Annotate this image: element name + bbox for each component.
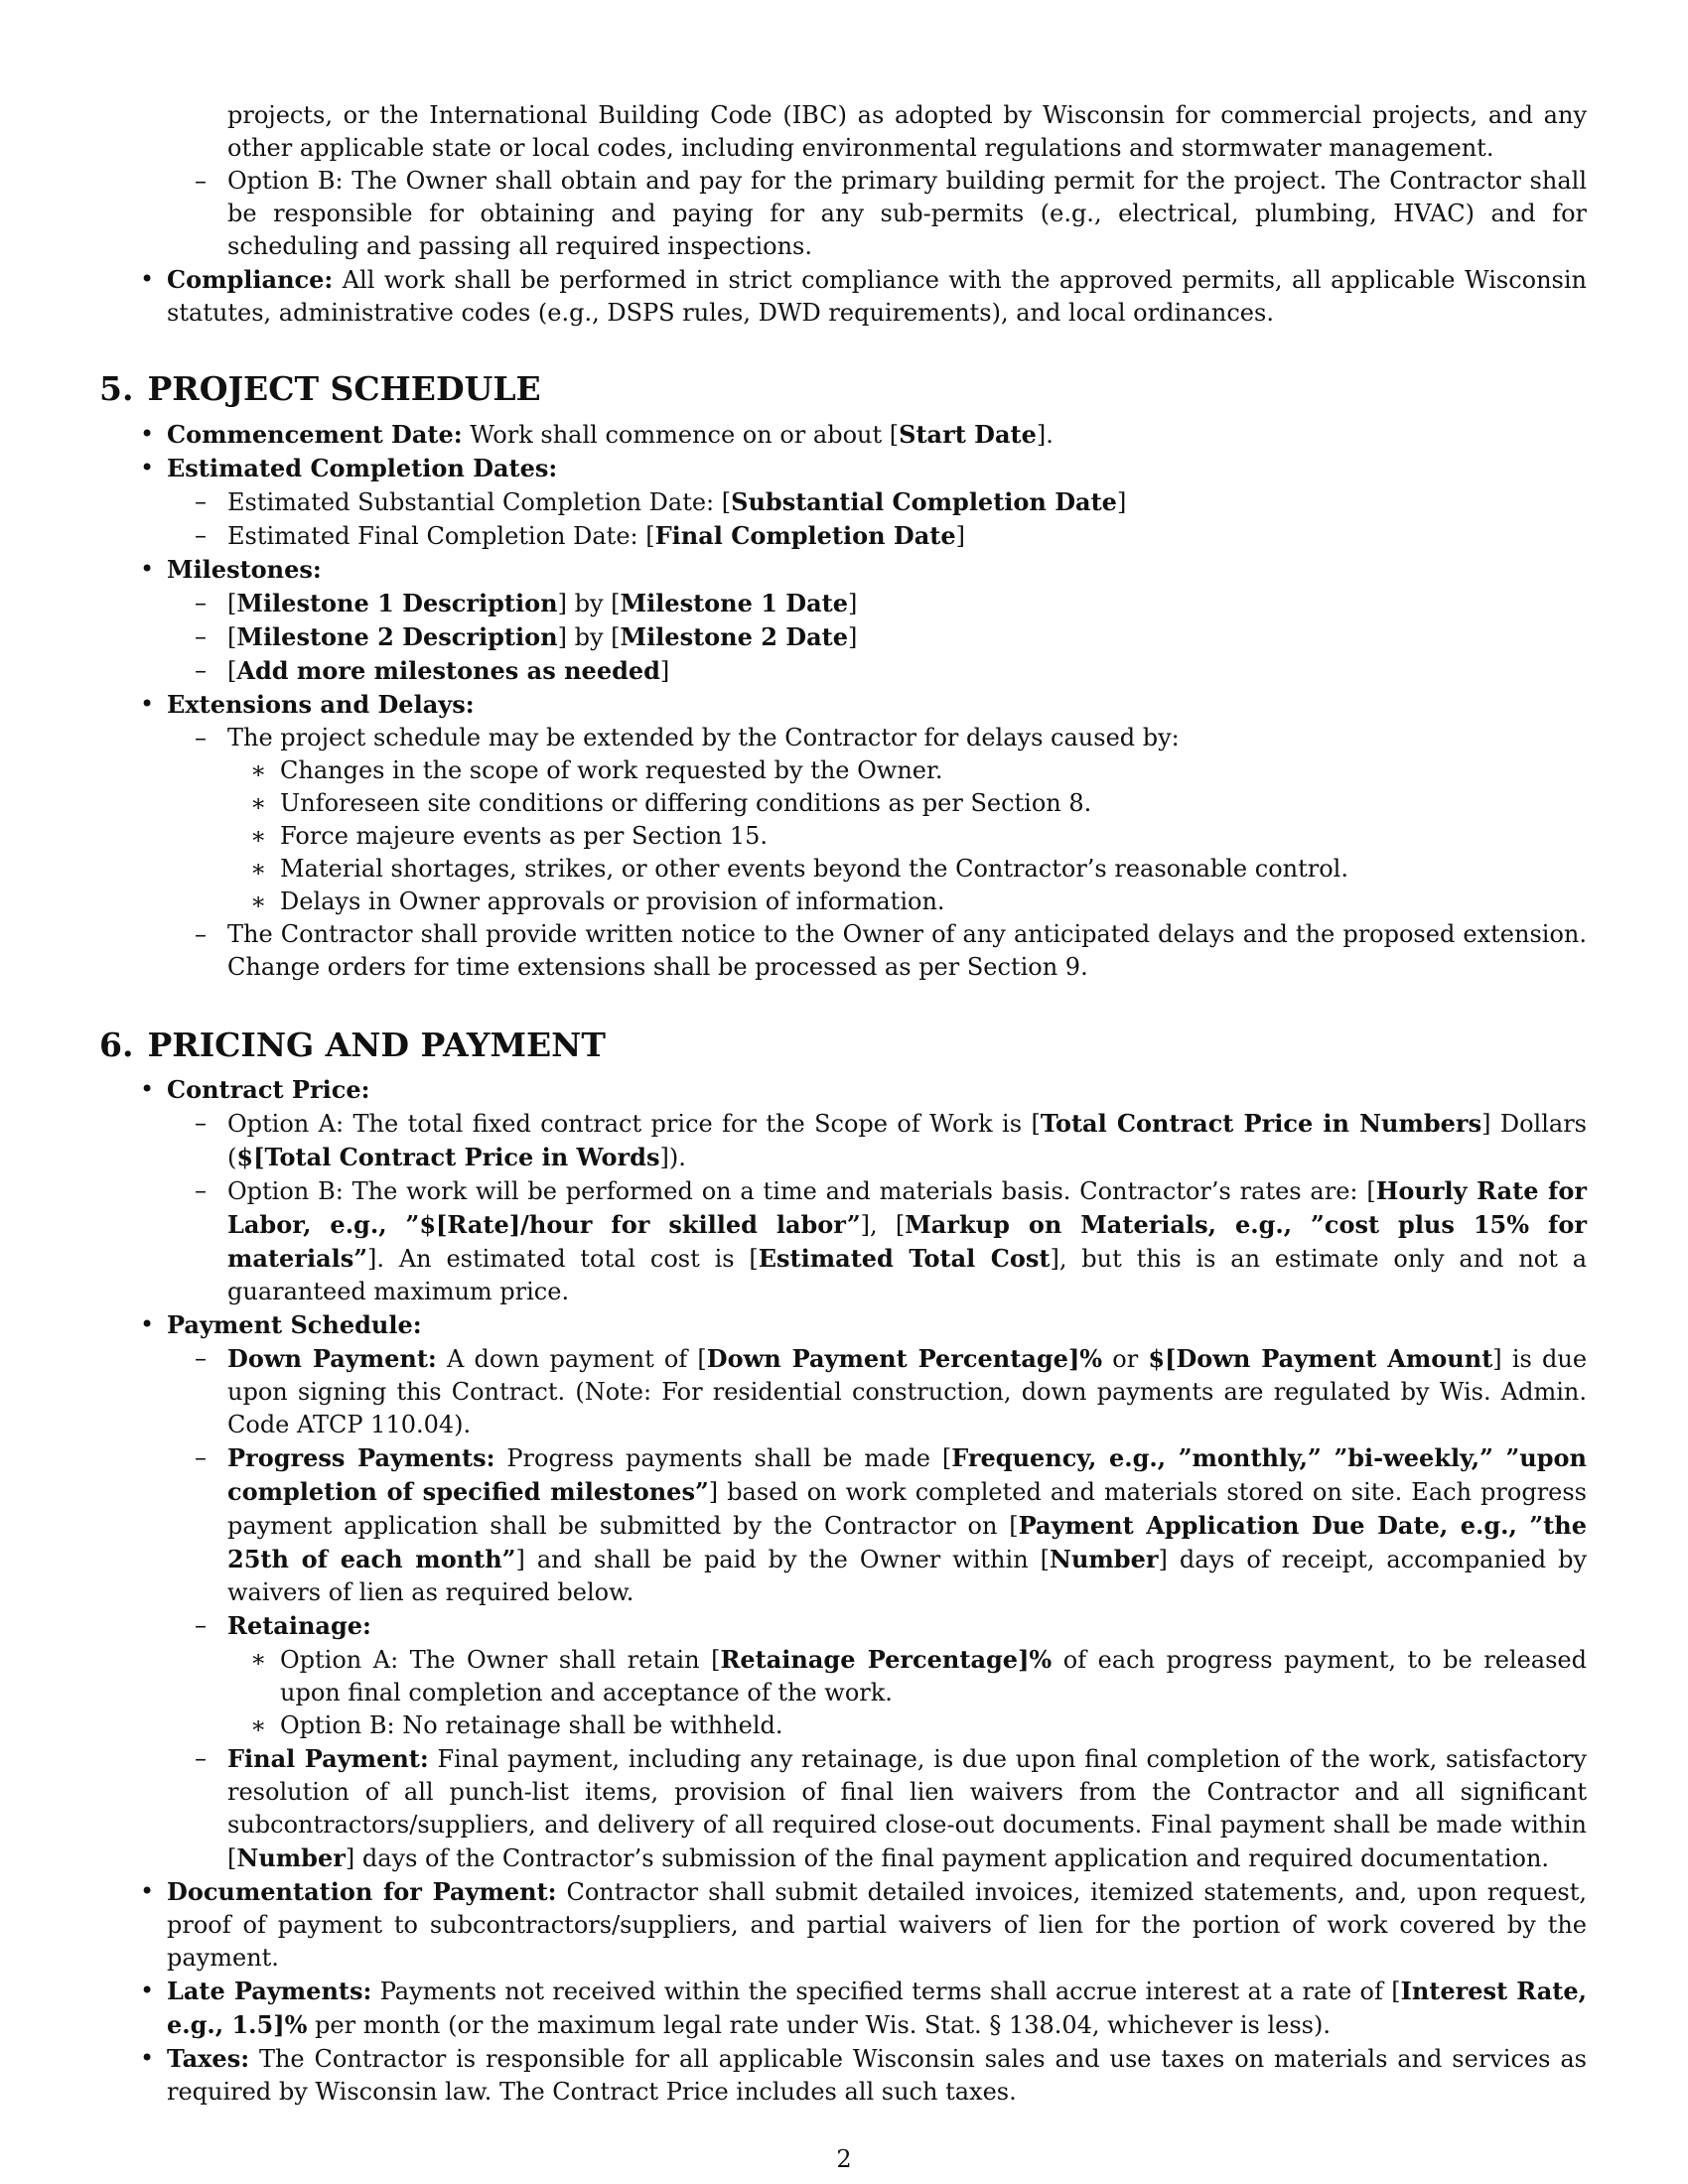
permit-option-b: – Option B: The Owner shall obtain and pay for the primary building permit for the project. The Contractor shall be responsible for obtaining and paying for any sub-permits (e.g., electrical, plumbing, HVAC) and for scheduling and passing all required inspections. bbox=[195, 167, 1587, 260]
extensions-item: • Extensions and Delays: bbox=[140, 690, 475, 719]
delay-notice: – The Contractor shall provide written notice to the Owner of any anticipated delays and the proposed extension. Change orders for time extensions shall be processed as per Section 9. bbox=[195, 920, 1587, 981]
milestone-2: – [Milestone 2 Description] by [Milestone 2 Date] bbox=[195, 622, 858, 651]
down-payment-item: – Down Payment: A down payment of [Down Payment Percentage]% or $[Down Payment Amount] is due upon signing this Contract. (Note: For residential construction, down payments are regulated by Wis. Admin. Code ATCP 110.04). bbox=[195, 1344, 1588, 1438]
late-payments-item: • Late Payments: Payments not received within the specified terms shall accrue interest at a rate of [Interest Rate, e.g., 1.5]% per month (or the maximum legal rate under Wis. Stat. § 138.04, whichever is less). bbox=[140, 1977, 1588, 2039]
delay-cause: ∗ Force majeure events as per Section 15. bbox=[250, 822, 769, 850]
milestone-add-more: – [Add more milestones as needed] bbox=[195, 656, 670, 685]
commencement-item: • Commencement Date: Work shall commence on or about [Start Date]. bbox=[140, 420, 1054, 449]
option-a-continuation: projects, or the International Building Code (IBC) as adopted by Wisconsin for commercial projects, and any other applicable state or local codes, including environmental regulations and stormwater management. bbox=[227, 101, 1587, 162]
substantial-completion-item: – Estimated Substantial Completion Date: [Substantial Completion Date] bbox=[195, 487, 1127, 516]
section-6 bbox=[0, 1025, 1688, 2109]
price-option-b: – Option B: The work will be performed on a time and materials basis. Contractor’s rates are: [Hourly Rate for Labor, e.g., ”$[Rate]/hour for skilled labor”], [Markup on Materials, e.g., ”cost plus 15% for materials”]. An estimated total cost is [Estimated Total Cost], but this is an estimate only and not a guaranteed maximum price. bbox=[195, 1176, 1587, 1305]
retainage-item: – Retainage: bbox=[195, 1611, 371, 1640]
dash-marker: – bbox=[195, 167, 207, 195]
page-number: 2 bbox=[836, 2145, 852, 2173]
delay-cause: ∗ Changes in the scope of work requested by the Owner. bbox=[250, 756, 943, 784]
section-5-heading: 5. PROJECT SCHEDULE bbox=[99, 369, 541, 408]
retainage-option-a: ∗ Option A: The Owner shall retain [Retainage Percentage]% of each progress payment, to be released upon final completion and acceptance of the work. bbox=[250, 1645, 1587, 1706]
payment-schedule-item: • Payment Schedule: bbox=[140, 1310, 422, 1339]
section-5 bbox=[0, 369, 1688, 984]
intro-block bbox=[0, 99, 1688, 330]
final-payment-item: – Final Payment: Final payment, including any retainage, is due upon final completion of the work, satisfactory resolution of all punch-list items, provision of final lien waivers from the Contractor and all significant subcontractors/suppliers, and delivery of all required close-out documents. Final payment shall be made within [Number] days of the Contractor’s submission of the final payment application and required documentation. bbox=[195, 1744, 1587, 1872]
bullet-marker: • bbox=[140, 265, 155, 293]
final-completion-item: – Estimated Final Completion Date: [Final Completion Date] bbox=[195, 521, 966, 550]
delay-cause: ∗ Delays in Owner approvals or provision of information. bbox=[250, 887, 945, 915]
taxes-item: • Taxes: The Contractor is responsible for all applicable Wisconsin sales and use taxes on materials and services as required by Wisconsin law. The Contract Price includes all such taxes. bbox=[140, 2044, 1587, 2106]
estimated-completion-item: • Estimated Completion Dates: bbox=[140, 454, 558, 482]
contract-price-item: • Contract Price: bbox=[140, 1075, 370, 1104]
milestone-1: – [Milestone 1 Description] by [Milestone 1 Date] bbox=[195, 589, 858, 617]
delay-cause: ∗ Unforeseen site conditions or differing conditions as per Section 8. bbox=[250, 789, 1092, 817]
progress-payments-item: – Progress Payments: Progress payments shall be made [Frequency, e.g., ”monthly,” ”bi-weekly,” ”upon completion of specified milestones”] based on work completed and materials stored on site. Each progress payment application shall be submitted by the Contractor on [Payment Application Due Date, e.g., ”the 25th of each month”] and shall be paid by the Owner within [Number] days of receipt, accompanied by waivers of lien as required below. bbox=[195, 1443, 1588, 1606]
section-6-heading: 6. PRICING AND PAYMENT bbox=[99, 1025, 606, 1064]
delay-cause: ∗ Material shortages, strikes, or other events beyond the Contractor’s reasonable control. bbox=[250, 855, 1348, 883]
extensions-intro: – The project schedule may be extended by the Contractor for delays caused by: bbox=[195, 724, 1180, 751]
retainage-option-b: ∗ Option B: No retainage shall be withheld. bbox=[250, 1711, 783, 1739]
milestones-item: • Milestones: bbox=[140, 555, 322, 584]
price-option-a: – Option A: The total fixed contract price for the Scope of Work is [Total Contract Price in Numbers] Dollars ($[Total Contract Price in Words]). bbox=[195, 1109, 1587, 1171]
documentation-item: • Documentation for Payment: Contractor shall submit detailed invoices, itemized statements, and, upon request, proof of payment to subcontractors/suppliers, and partial waivers of lien for the portion of work covered by the payment. bbox=[140, 1877, 1587, 1972]
compliance-item: • Compliance: All work shall be performed in strict compliance with the approved permits, all applicable Wisconsin statutes, administrative codes (e.g., DSPS rules, DWD requirements), and local ordinances. bbox=[140, 265, 1587, 327]
start-date-placeholder: Start Date bbox=[899, 420, 1037, 449]
